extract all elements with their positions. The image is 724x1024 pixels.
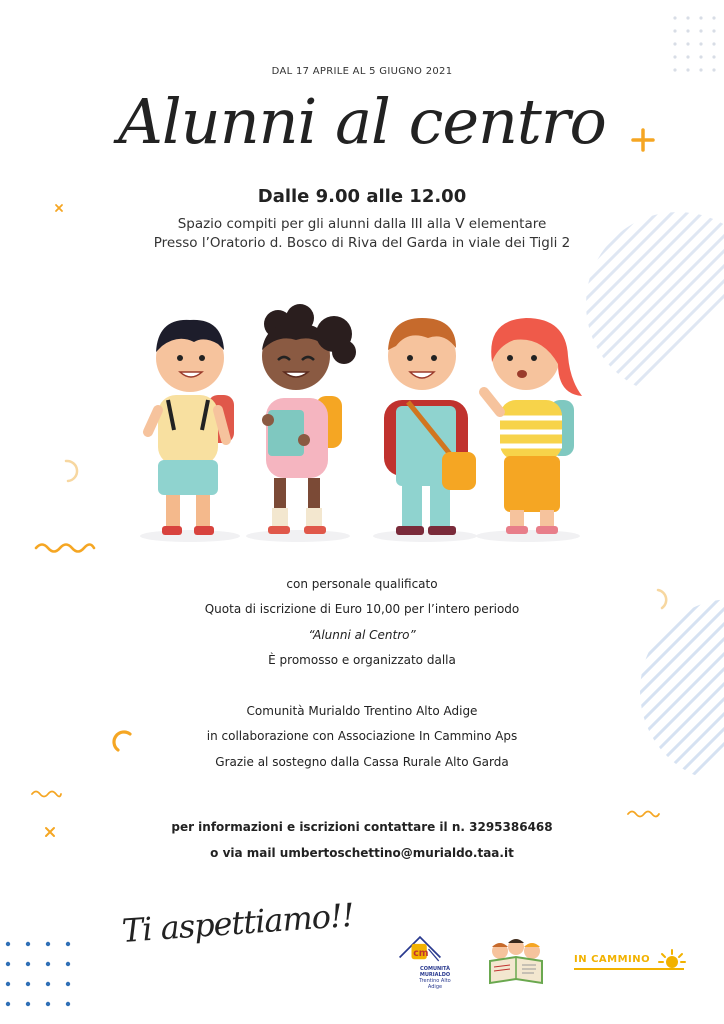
in-cammino-logo-text: IN CAMMINO [574,954,651,965]
contact-email: o via mail umbertoschettino@murialdo.taa.it [210,846,514,860]
in-cammino-logo-underline [574,968,684,970]
contact-phone: per informazioni e iscrizioni contattare il n. 3295386468 [171,820,553,834]
in-cammino-logo [572,950,692,976]
murialdo-logo-line-1: COMUNITÀ [420,966,450,972]
subtitle-line-2: Presso l’Oratorio d. Bosco di Riva del Garda in viale dei Tigli 2 [153,235,571,251]
murialdo-logo-icon [390,932,450,966]
wave-squiggle-icon [30,788,62,798]
svg-text:cm: cm [413,947,429,959]
organizer-line-1: Comunità Murialdo Trentino Alto Adige [246,704,478,718]
details-line-3: “Alunni al Centro” [308,628,416,642]
details-line-4: È promosso e organizzato dalla [268,653,456,667]
children-illustration [138,300,588,550]
dot-grid-icon [0,938,86,1024]
details-line-1: con personale qualificato [286,577,438,591]
child-figure-1 [148,320,234,535]
organizer-line-3: Grazie al sostegno dalla Cassa Rurale Alto Garda [215,755,509,769]
event-dates: DAL 17 APRILE AL 5 GIUGNO 2021 [271,66,453,77]
arc-icon [62,458,82,484]
signoff-text: Ti aspettiamo!! [120,895,355,950]
murialdo-logo-line-2: MURIALDO [419,972,451,978]
child-figure-4 [484,318,582,534]
subtitle-line-1: Spazio compiti per gli alunni dalla III alla V elementare [177,216,547,232]
murialdo-logo [382,932,458,990]
event-hours: Dalle 9.00 alle 12.00 [257,186,467,207]
murialdo-logo-line-3: Trentino Alto Adige [419,978,451,990]
details-line-2: Quota di iscrizione di Euro 10,00 per l’intero periodo [204,602,520,616]
wave-squiggle-icon [626,808,660,818]
organizer-line-2: in collaborazione con Associazione In Cammino Aps [206,729,518,743]
page-title: Alunni al centro [118,85,606,158]
child-figure-3 [384,318,476,535]
children-book-logo [486,937,546,987]
wave-squiggle-icon [34,540,96,554]
child-figure-2 [262,304,356,534]
